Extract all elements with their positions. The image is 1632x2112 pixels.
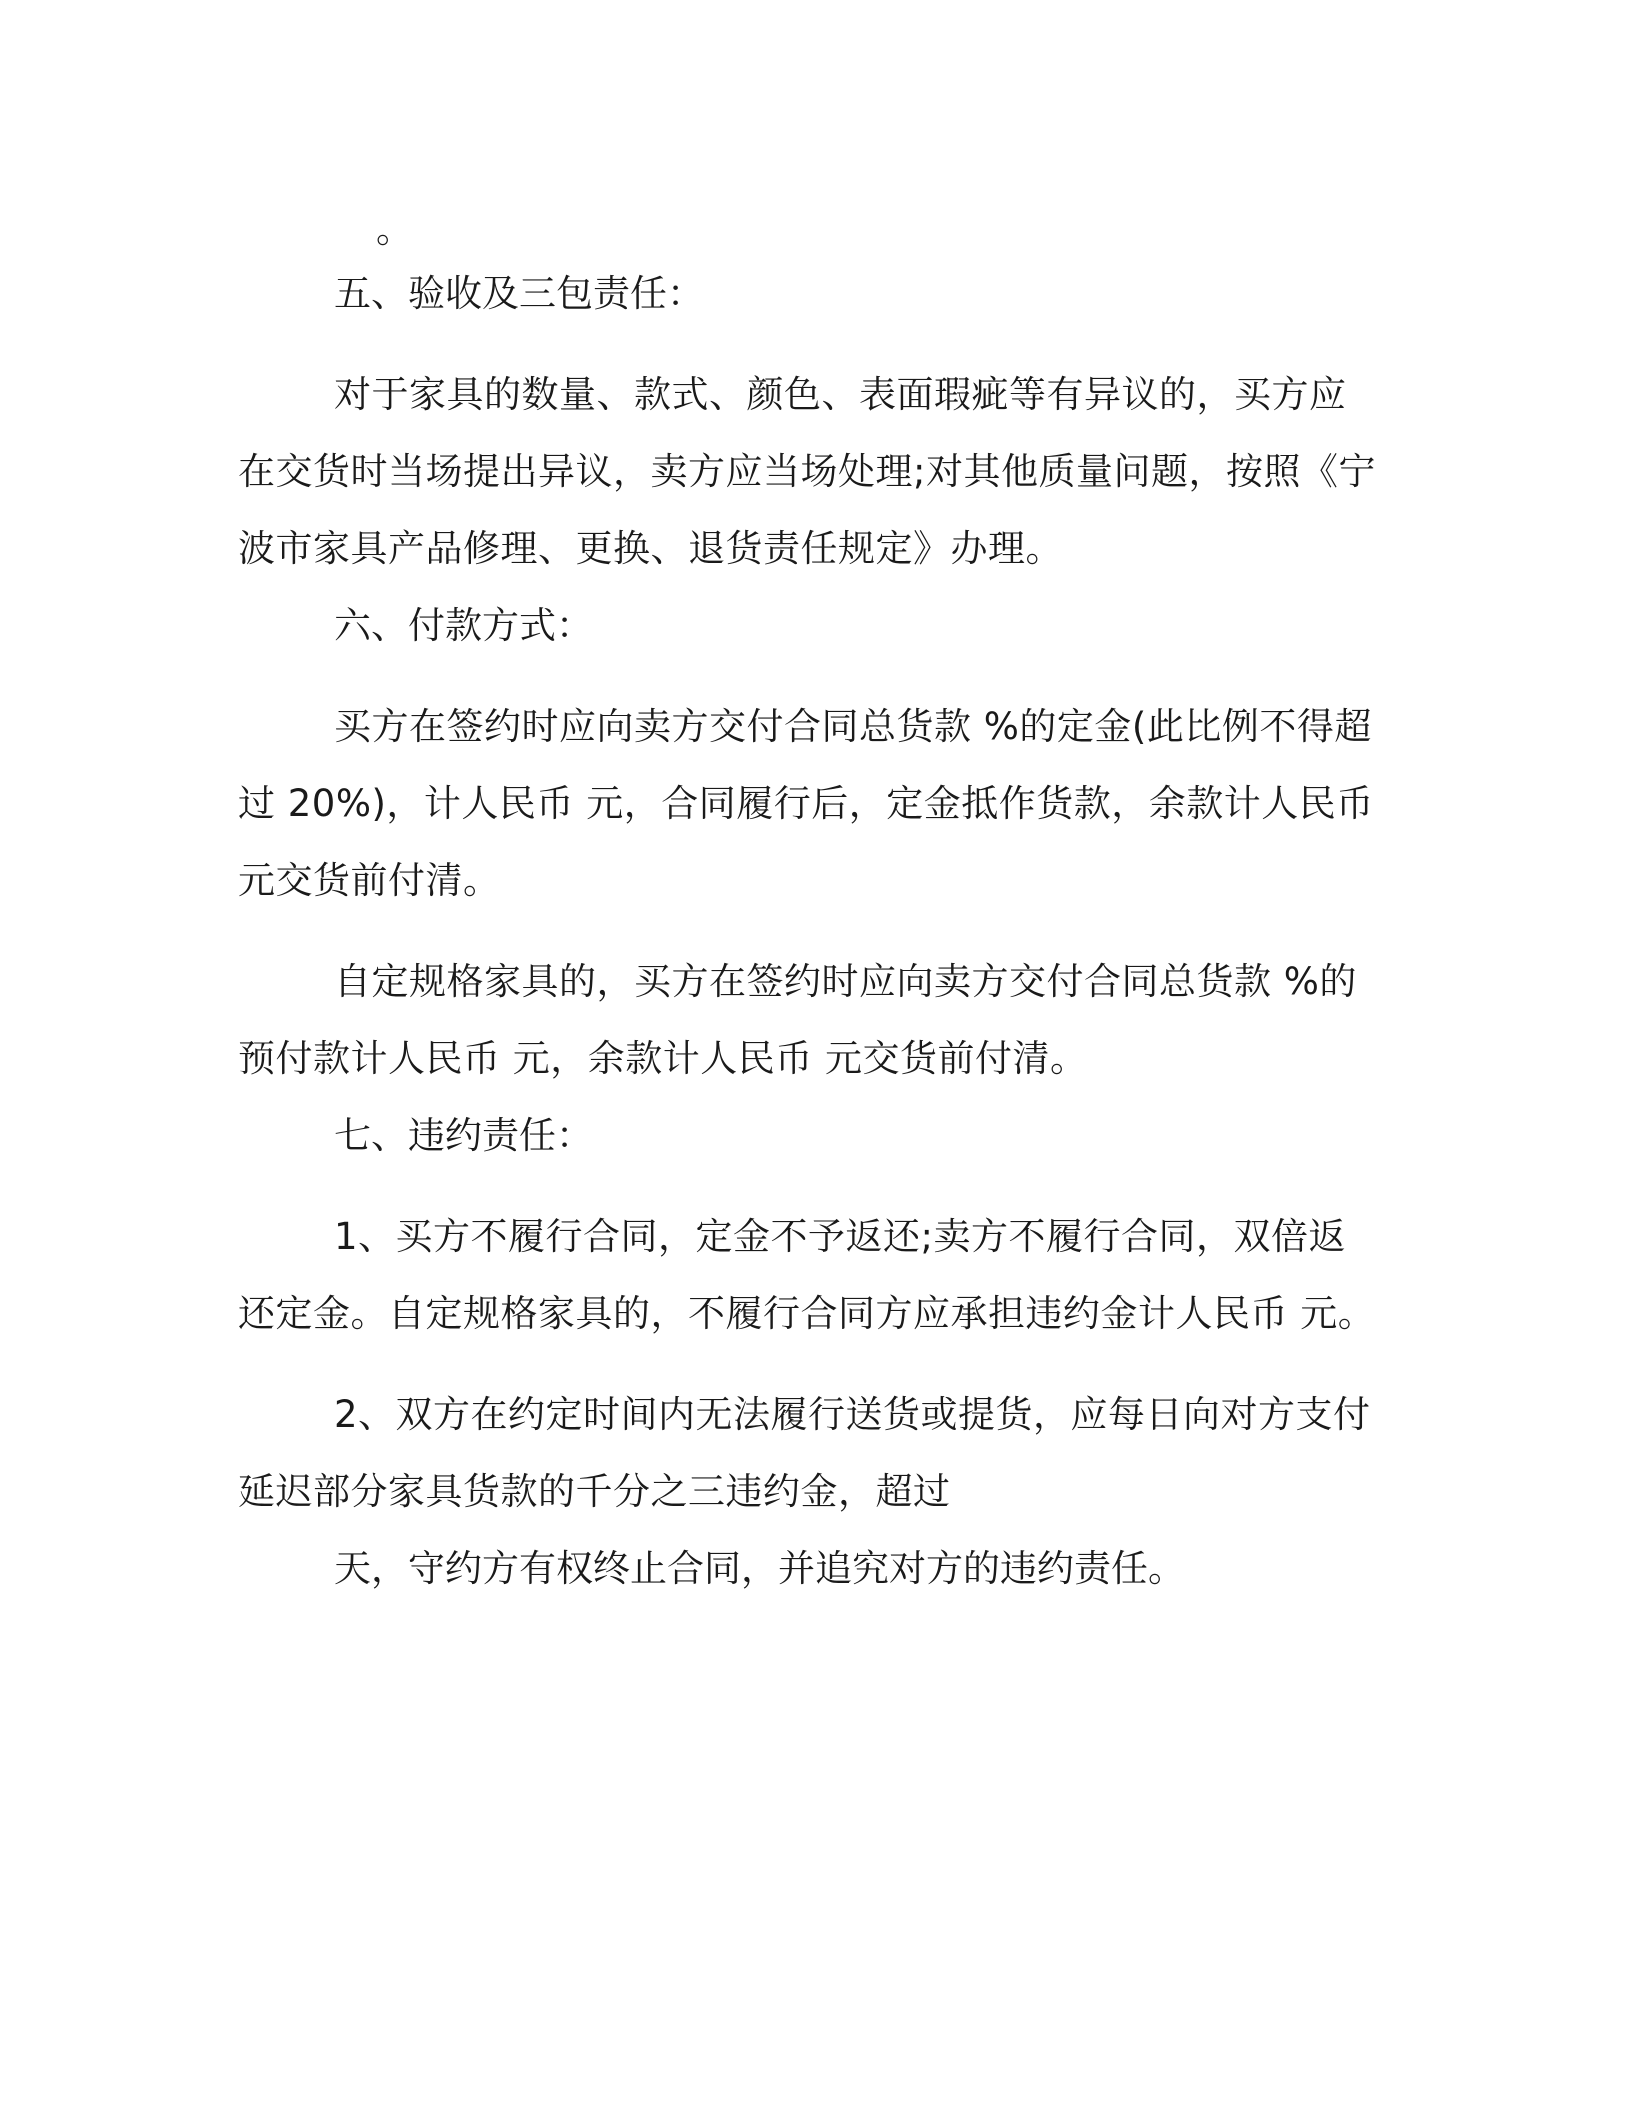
paragraph-prepayment: 自定规格家具的，买方在签约时应向卖方交付合同总货款 %的预付款计人民币 元，余款计人民币 元交货前付清。 — [238, 960, 1357, 1080]
paragraph-deposit: 买方在签约时应向卖方交付合同总货款 %的定金(此比例不得超过 20%)，计人民币 元，合同履行后，定金抵作货款，余款计人民币 元交货前付清。 — [238, 705, 1374, 902]
section-heading-5: 五、验收及三包责任： — [334, 272, 704, 315]
section-heading-6: 六、付款方式： — [334, 604, 593, 647]
paragraph-breach-1: 1、买方不履行合同，定金不予返还;卖方不履行合同，双倍返还定金。自定规格家具的，不履行合同方应承担违约金计人民币 元。 — [238, 1215, 1376, 1335]
document-body — [238, 205, 1378, 1607]
section-heading-7: 七、违约责任： — [334, 1114, 593, 1157]
paragraph-breach-2: 2、双方在约定时间内无法履行送货或提货，应每日向对方支付延迟部分家具货款的千分之三违约金，超过 — [238, 1393, 1371, 1513]
stray-punctuation: 。 — [376, 208, 413, 251]
paragraph-breach-2-continued: 天，守约方有权终止合同，并追究对方的违约责任。 — [334, 1547, 1185, 1590]
paragraph-inspection: 对于家具的数量、款式、颜色、表面瑕疵等有异议的，买方应在交货时当场提出异议，卖方应当场处理;对其他质量问题，按照《宁波市家具产品修理、更换、退货责任规定》办理。 — [238, 373, 1376, 570]
